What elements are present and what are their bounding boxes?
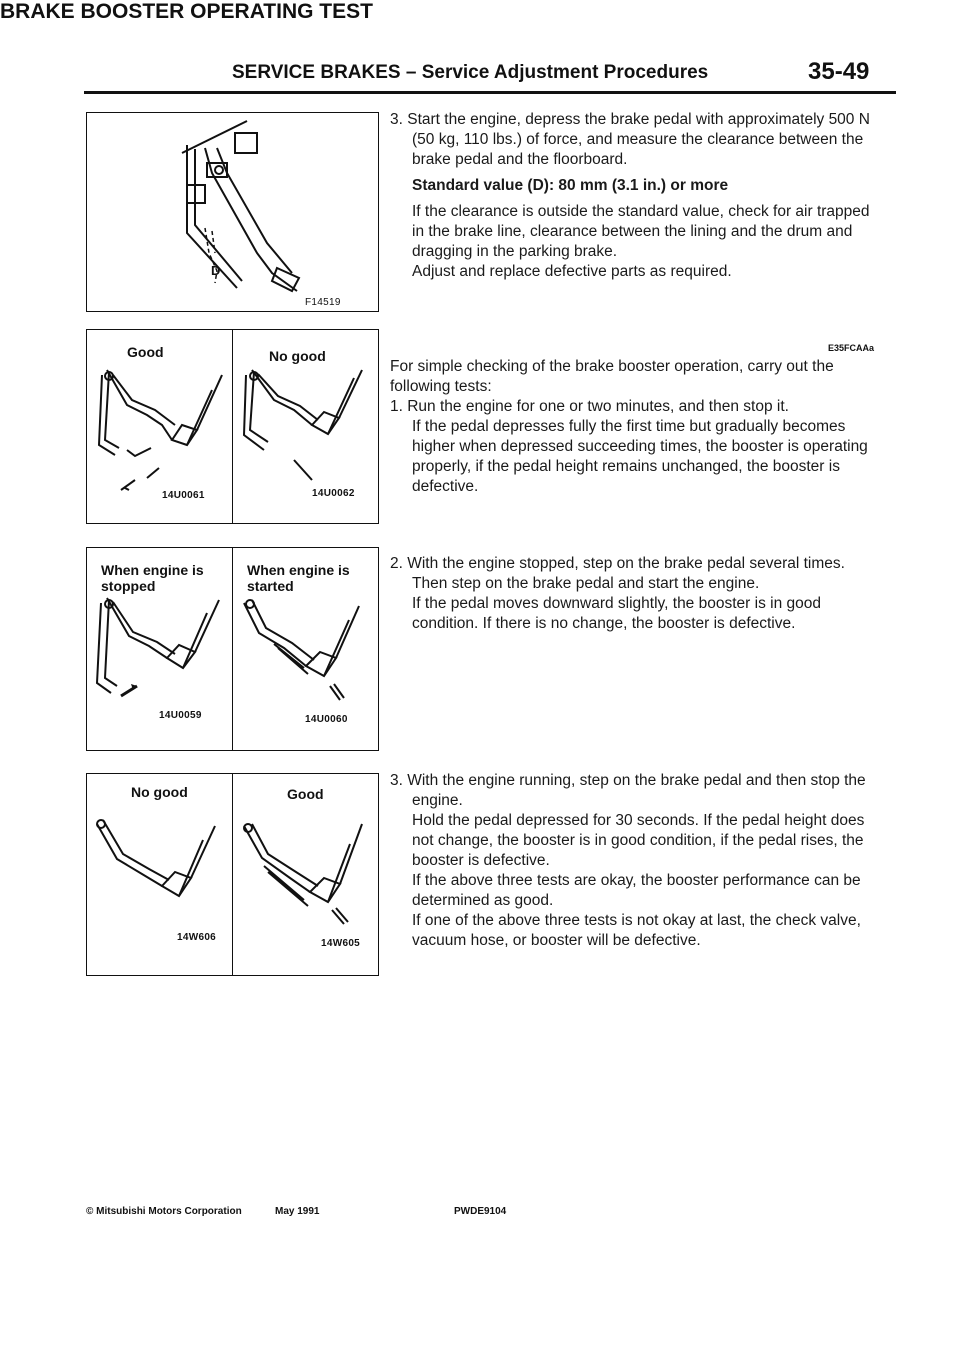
pedal-step-3: 3. Start the engine, depress the brake pedal with approximately 500 N (50 kg, 110 lbs.) of force, and measure the clearance between the brake pedal and the floorboard.: [390, 111, 870, 168]
booster-test-2-detail-1: Then step on the brake pedal and start the engine.: [412, 575, 760, 592]
figure-code: 14U0062: [312, 488, 355, 499]
page-header-title: SERVICE BRAKES – Service Adjustment Procedures: [232, 62, 709, 83]
footer-date: May 1991: [275, 1206, 320, 1217]
booster-test-2: 2. With the engine stopped, step on the brake pedal several times.: [390, 555, 845, 572]
caption-line: When engine is: [247, 562, 350, 578]
figure-caption-good: Good: [287, 786, 324, 802]
figure-booster-test-1: [86, 329, 379, 524]
figure-caption-good: Good: [127, 344, 164, 360]
section-code: E35FCAAa: [828, 343, 875, 353]
figure-divider: [232, 330, 233, 523]
header-rule: [84, 91, 896, 94]
caption-line: stopped: [101, 578, 156, 594]
figure-caption-no-good: No good: [131, 784, 188, 800]
footer-doc-code: PWDE9104: [454, 1206, 507, 1217]
figure-code: 14W605: [321, 938, 361, 949]
figure-booster-test-3: [86, 773, 379, 976]
pedal-note-2: Adjust and replace defective parts as required.: [412, 263, 732, 280]
figure-code: 14U0059: [159, 710, 202, 721]
pedal-good-illustration: [87, 330, 232, 520]
figure-divider: [232, 548, 233, 750]
pedal-no-good-illustration: [234, 330, 379, 520]
figure-pedal-clearance: [86, 112, 379, 312]
pedal-clearance-text: [390, 110, 882, 282]
booster-test-3: 3. With the engine running, step on the brake pedal and then stop the engine.: [390, 772, 866, 809]
dimension-label-d: D: [211, 263, 221, 278]
figure-divider: [232, 774, 233, 975]
figure-code: 14W606: [177, 932, 217, 943]
booster-test-1: 1. Run the engine for one or two minutes, and then stop it.: [390, 398, 789, 415]
caption-line: When engine is: [101, 562, 204, 578]
figure-caption-no-good: No good: [269, 348, 326, 364]
figure-code: F14519: [305, 297, 341, 308]
page-number: 35-49: [808, 58, 870, 85]
standard-value: Standard value (D): 80 mm (3.1 in.) or more: [412, 177, 729, 194]
booster-test-2-text: [390, 554, 882, 634]
pedal-no-good-illustration: [87, 774, 232, 974]
pedal-clearance-illustration: [87, 113, 377, 310]
booster-test-3-detail-2: If the above three tests are okay, the booster performance can be determined as good.: [412, 872, 861, 909]
booster-test-3-detail-1: Hold the pedal depressed for 30 seconds. If the pedal height does not change, the booster is in good condition, if the pedal rises, the booster is defective.: [412, 812, 865, 869]
booster-test-3-text: [390, 771, 882, 951]
figure-booster-test-2: [86, 547, 379, 751]
booster-test-3-detail-3: If one of the above three tests is not okay at last, the check valve, vacuum hose, or booster will be defective.: [412, 912, 861, 949]
footer-copyright: © Mitsubishi Motors Corporation: [86, 1206, 242, 1217]
caption-line: started: [247, 578, 294, 594]
booster-test-1-detail: If the pedal depresses fully the first time but gradually becomes higher when depressed succeeding times, the booster is operating properly, if the pedal height remains unchanged, the booster is defective.: [412, 418, 868, 495]
figure-code: 14U0061: [162, 490, 205, 501]
pedal-note-1: If the clearance is outside the standard value, check for air trapped in the brake line, clearance between the lining and the drum and dragging in the parking brake.: [412, 203, 870, 260]
figure-code: 14U0060: [305, 714, 348, 725]
booster-test-1-text: [390, 357, 882, 497]
section-heading: BRAKE BOOSTER OPERATING TEST: [0, 0, 373, 23]
booster-test-2-detail-2: If the pedal moves downward slightly, the booster is in good condition. If there is no change, the booster is defective.: [412, 595, 821, 632]
booster-intro: For simple checking of the brake booster operation, carry out the following tests:: [390, 358, 834, 395]
